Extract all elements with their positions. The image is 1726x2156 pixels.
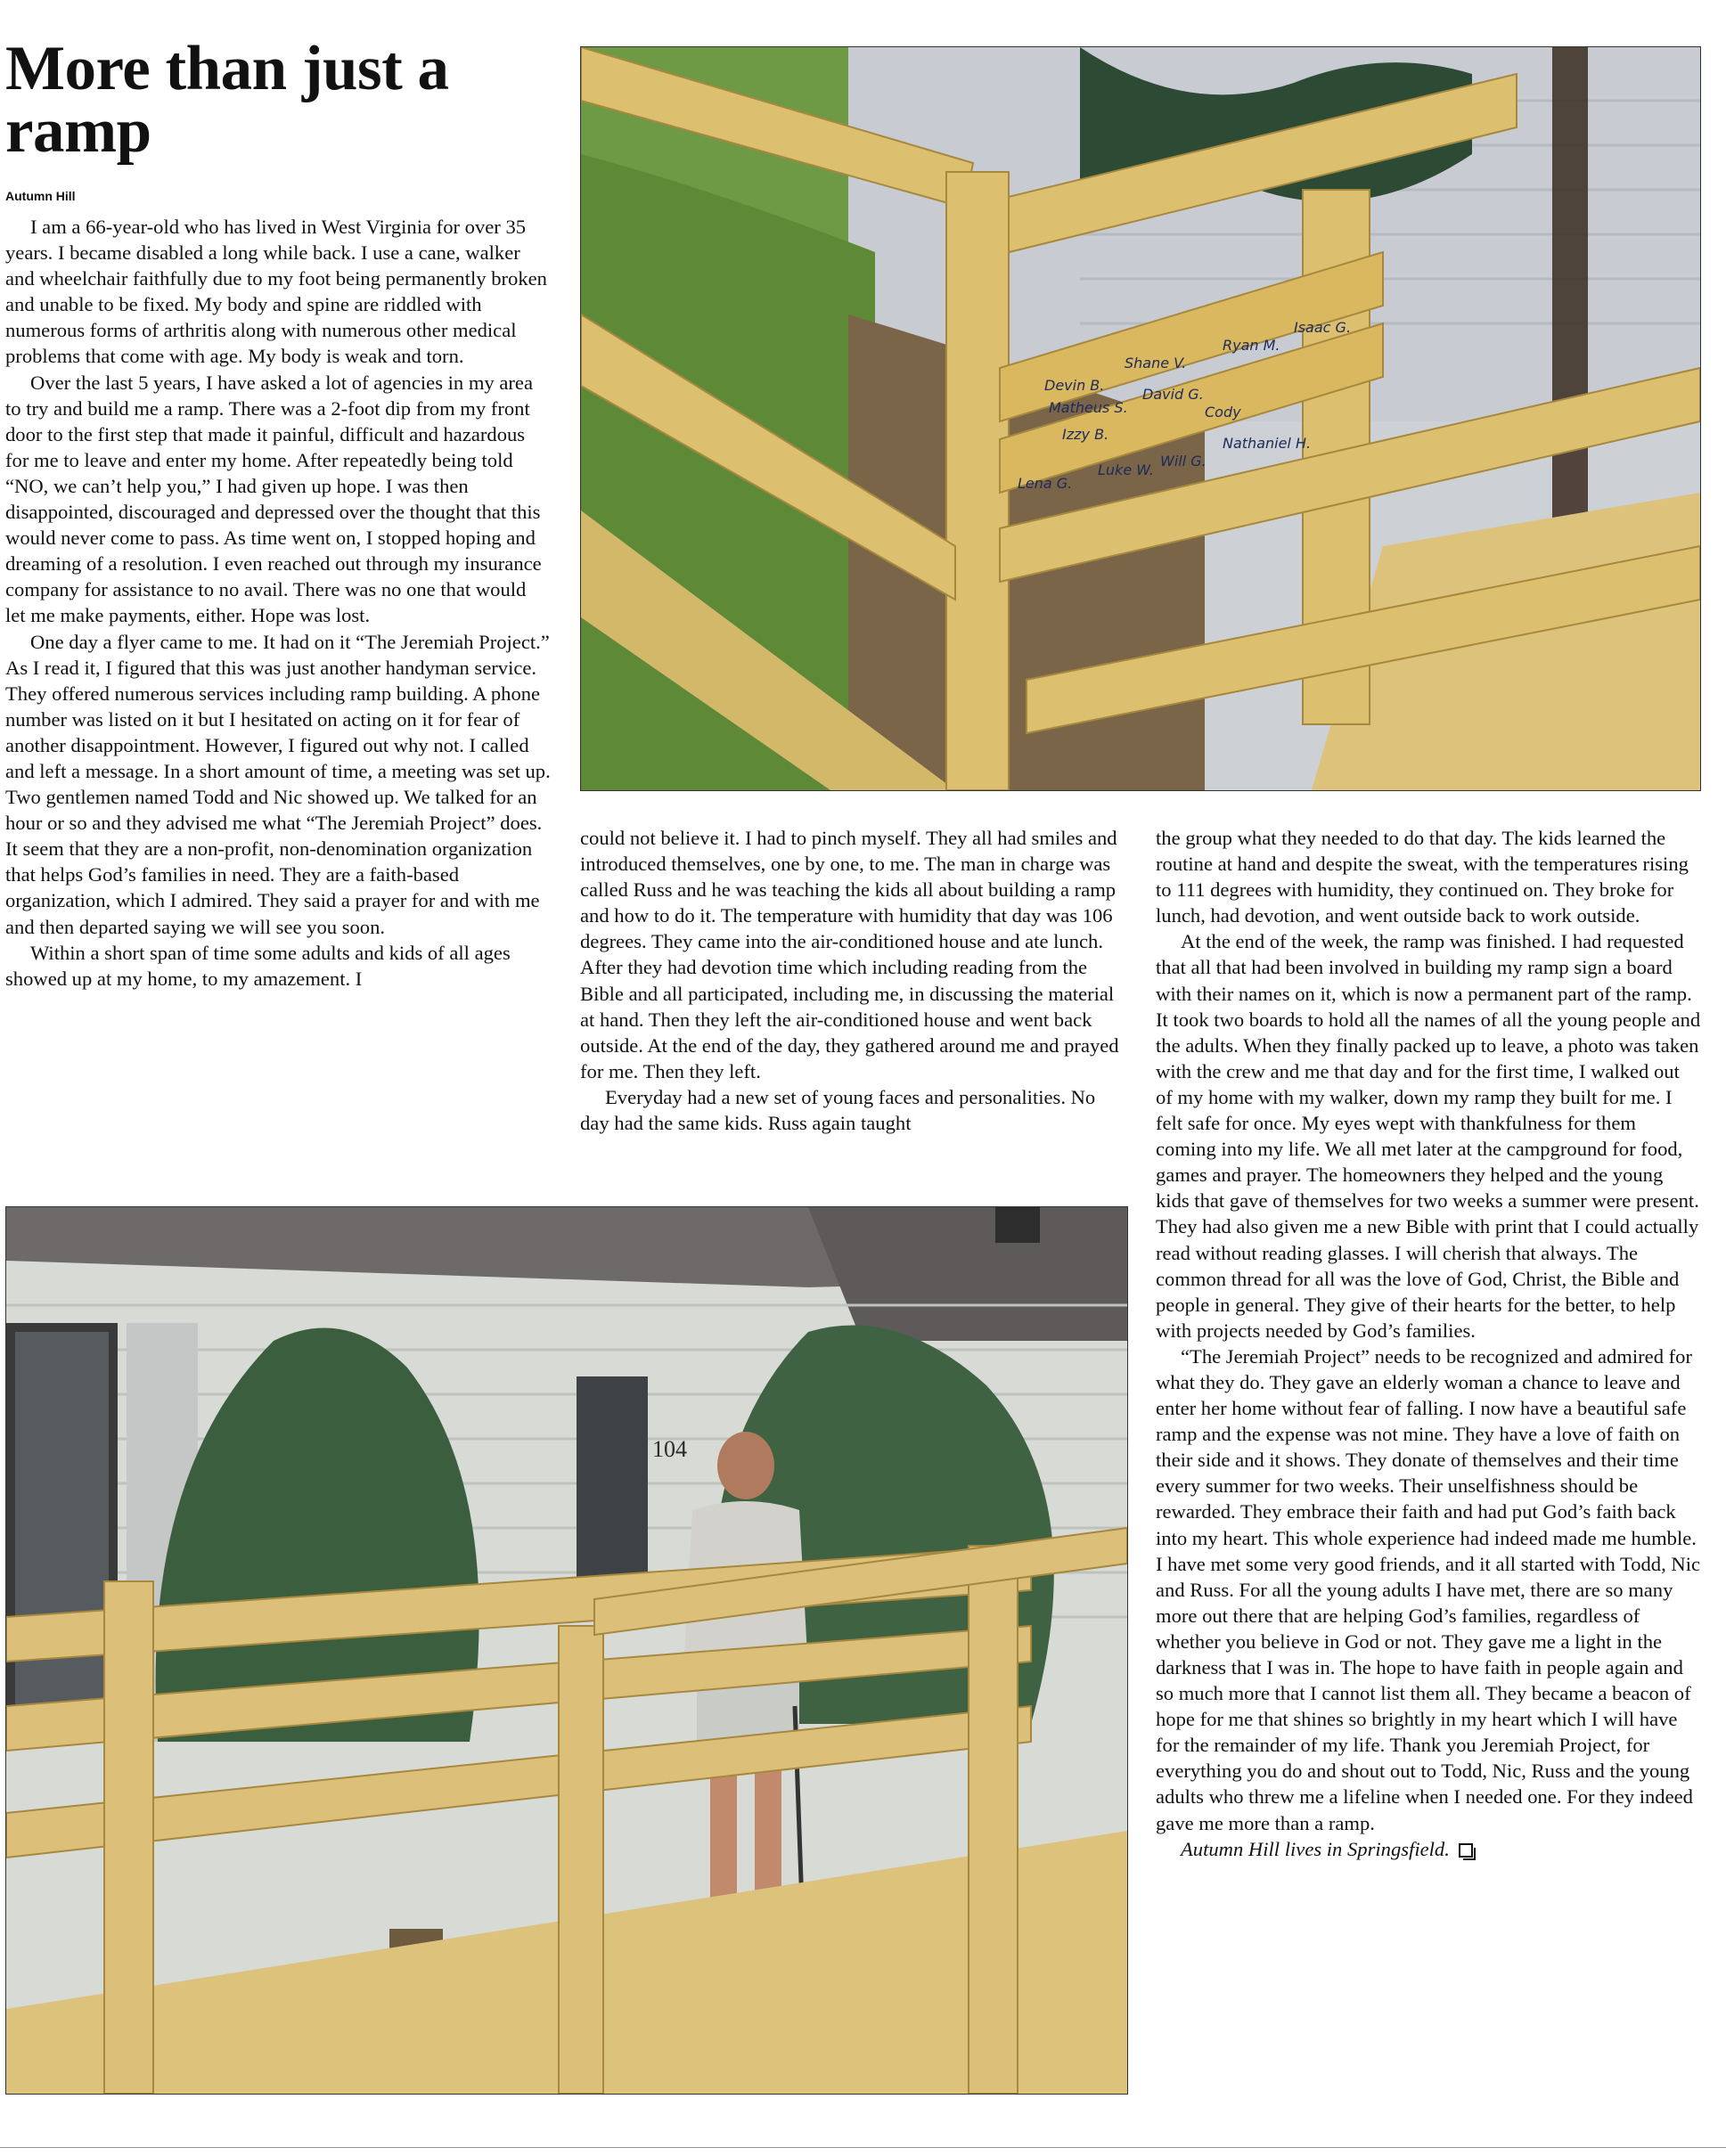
headline: More than just a ramp [5,34,449,166]
signature: Lena G. [1018,475,1073,492]
page-bottom-rule [0,2147,1726,2148]
tagline-text: Autumn Hill lives in Springsfield. [1181,1837,1450,1860]
article-column-3 [1156,825,1701,1862]
paragraph: could not believe it. I had to pinch myself. They all had smiles and introduced themselves, one by one, to me. The man in charge was called Russ and he was teaching the kids all about building a ramp and how to do it. The temperature with humidity that day was 106 degrees. They came into the air-conditioned house and ate lunch. After they had devotion time which including reading from the Bible and all participated, including me, in discussing the material at hand. Then they left the air-conditioned house and went back outside. At the end of the day, they gathered around me and prayed for me. Then they left. [580,827,1119,1082]
signature: Luke W. [1098,461,1154,478]
paragraph: “The Jeremiah Project” needs to be recognized and admired for what they do. They gave an elderly woman a chance to leave and enter her home without fear of falling. I now have a beautiful safe ramp and the expense was not mine. They have a love of faith on their side and it shows. They donate of themselves and their time every summer for two weeks. Their unselfishness should be rewarded. They embrace their faith and had put God’s faith back into my heart. This whole experience had indeed made me humble. I have met some very good friends, and it all started with Todd, Nic and Russ. For all the young adults I have met, there are so many more out there that are helping God’s families, regardless of whether you believe in God or not. They gave me a light in the darkness that I was in. The hope to have faith in people again and so much more that I cannot list them all. They became a beacon of hope for me that shines so brightly in my heart which I will have for the remainder of my life. Thank you Jeremiah Project, for everything you do and shout out to Todd, Nic, Russ and the young adults who threw me a lifeline when I needed one. For they indeed gave me more than a ramp. [1156,1344,1701,1834]
signature: Nathaniel H. [1223,435,1312,452]
signature: Will G. [1160,453,1207,470]
signature: Devin B. [1044,377,1105,394]
paragraph: One day a flyer came to me. It had on it “The Jeremiah Project.” As I read it, I figured that this was just another handyman service. They offered numerous services including ramp building. A phone number was listed on it but I hesitated on acting on it for fear of another disappointment. However, I figured out why not. I called and left a message. In a short amount of time, a meeting was set up. Two gentlemen named Todd and Nic showed up. We talked for an hour or so and they advised me what “The Jeremiah Project” does. It seem that they are a non-profit, non-denomination organization that helps God’s families in need. They are a faith-based organization, which I admired. They said a prayer for and with me and then departed saying we will see you soon. [5,630,551,938]
signature: Isaac G. [1294,319,1352,336]
author-tagline [1156,1836,1701,1862]
ramp-railing-illustration [581,47,1700,790]
signature: Shane V. [1125,355,1187,372]
signature: David G. [1142,386,1204,403]
woman-on-ramp-illustration [6,1207,1127,2094]
paragraph: I am a 66-year-old who has lived in West Virginia for over 35 years. I became disabled a long while back. I use a cane, walker and wheelchair faithfully due to my foot being permanently broken and unable to be fixed. My body and spine are riddled with numerous forms of arthritis along with numerous other medical problems that come with age. My body is weak and torn. [5,216,547,368]
paragraph: Everyday had a new set of young faces and personalities. No day had the same kids. Russ again taught [580,1085,1096,1135]
byline: Autumn Hill [5,189,76,203]
paragraph: Over the last 5 years, I have asked a lot of agencies in my area to try and build me a ramp. There was a 2-foot dip from my front door to the first step that made it painful, difficult and hazardous for me to leave and enter my home. After repeatedly being told “NO, we can’t help you,” I had given up hope. I was then disappointed, discouraged and depressed over the thought that this would never come to pass. As time went on, I stopped hoping and dreaming of a resolution. I even reached out through my insurance company for assistance to no avail. There was no one that would let me make payments, either. Hope was lost. [5,371,542,627]
photo-signed-ramp-railing [580,46,1701,791]
signature: Izzy B. [1062,426,1109,443]
article-column-2 [580,825,1125,1136]
signature: Cody [1205,404,1241,421]
end-mark-icon [1459,1843,1473,1858]
photo-woman-on-ramp [5,1206,1128,2095]
house-number: 104 [652,1436,687,1462]
signature: Ryan M. [1223,337,1280,354]
article-column-1 [5,214,551,992]
paragraph: At the end of the week, the ramp was finished. I had requested that all that had been involved in building my ramp sign a board with their names on it, which is now a permanent part of the ramp. It took two boards to hold all the names of all the young people and the adults. When they finally packed up to leave, a photo was taken with the crew and me that day and for the first time, I walked out of my home with my walker, down my ramp they built for me. I felt safe for once. My eyes wept with thankfulness for them coming into my life. We all met later at the campground for food, games and prayer. The homeowners they helped and the young kids that gave of themselves for two weeks a summer were present. They had also given me a new Bible with print that I could actually read without reading glasses. I will cherish that always. The common thread for all was the love of God, Christ, the Bible and people in general. They give of their hearts for the better, to help with projects needed by God’s families. [1156,930,1701,1342]
signature: Matheus S. [1049,399,1128,416]
paragraph: Within a short span of time some adults and kids of all ages showed up at my home, to my amazement. I [5,941,511,990]
paragraph: the group what they needed to do that day. The kids learned the routine at hand and despite the sweat, with the temperatures rising to 111 degrees with humidity, they continued on. They broke for lunch, had devotion, and went outside back to work outside. [1156,827,1689,927]
